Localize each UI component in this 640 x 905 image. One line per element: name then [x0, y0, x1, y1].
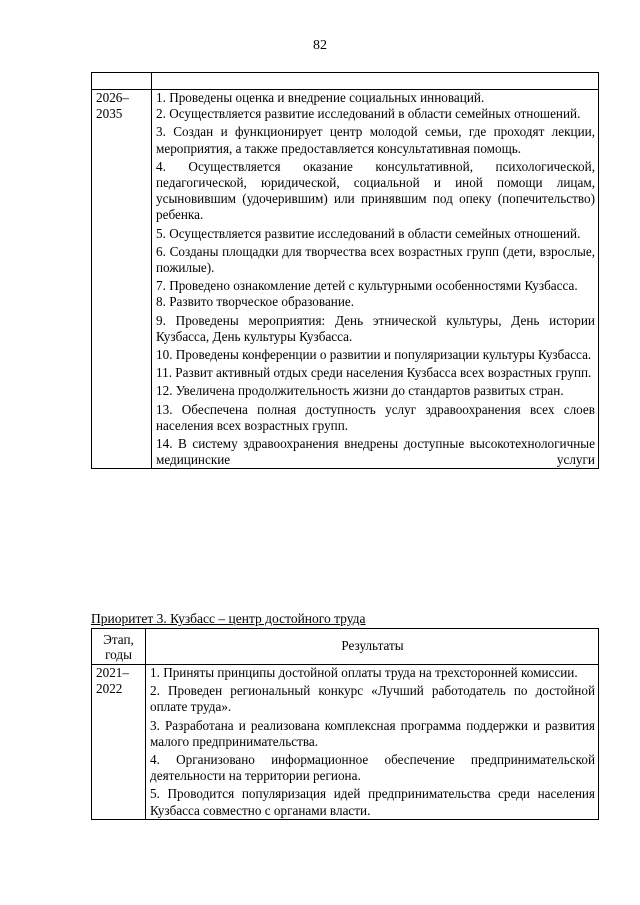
- list-item: 12. Увеличена продолжительность жизни до стандартов развитых стран.: [156, 383, 564, 399]
- table-row: [92, 90, 599, 469]
- stage-line: 2035: [96, 106, 123, 122]
- list-item: 1. Приняты принципы достойной оплаты труда на трехсторонней комиссии.: [150, 665, 578, 680]
- stage-cell: [92, 90, 152, 469]
- results-table-continued: [91, 72, 599, 469]
- header-results-cell: Результаты: [146, 629, 599, 665]
- stage-line: 2022: [96, 681, 123, 697]
- blank-stage-cell: [92, 73, 152, 90]
- list-item: 4. Организовано информационное обеспечение предпринимательской деятельности на территории региона.: [150, 752, 595, 784]
- list-item: 11. Развит активный отдых среди населения Кузбасса всех возрастных групп.: [156, 365, 592, 381]
- list-item: 1. Проведены оценка и внедрение социальных инноваций.: [156, 90, 485, 105]
- list-item: 7. Проведено ознакомление детей с культурными особенностями Кузбасса.: [156, 278, 578, 294]
- header-stage-cell: [92, 629, 146, 665]
- stage-line: 2021–: [96, 665, 129, 680]
- table-header-row: [92, 629, 599, 665]
- list-item: 8. Развито творческое образование.: [156, 294, 355, 310]
- table-row: [92, 665, 599, 820]
- list-item: 13. Обеспечена полная доступность услуг здравоохранения всех слоев населения всех возрастных групп.: [156, 401, 595, 433]
- list-item: 2. Проведен региональный конкурс «Лучший работодатель по достойной оплате труда».: [150, 683, 595, 715]
- header-stage-line: Этап,: [103, 631, 134, 647]
- stage-cell: [92, 665, 146, 820]
- list-item: 5. Осуществляется развитие исследований в области семейных отношений.: [156, 225, 581, 241]
- stage-line: 2026–: [96, 90, 129, 105]
- list-item: 9. Проведены мероприятия: День этнической культуры, День истории Кузбасса, День культуры Кузбасса.: [156, 312, 595, 344]
- list-item: 10. Проведены конференции о развитии и популяризации культуры Кузбасса.: [156, 347, 592, 363]
- list-item: 2. Осуществляется развитие исследований в области семейных отношений.: [156, 106, 581, 122]
- header-stage-line: годы: [105, 646, 132, 662]
- priority-heading: Приоритет 3. Кузбасс – центр достойного труда: [91, 611, 366, 626]
- results-cell: [152, 90, 599, 469]
- list-item: 3. Создан и функционирует центр молодой семьи, где проходят лекции, мероприятия, а также предоставляется консультативная помощь.: [156, 124, 595, 156]
- blank-results-cell: [152, 73, 599, 90]
- page-number: 82: [313, 38, 327, 53]
- list-item: 3. Разработана и реализована комплексная программа поддержки и развития малого предпринимательства.: [150, 717, 595, 749]
- priority-3-results-table: [91, 628, 599, 820]
- list-item: 14. В систему здравоохранения внедрены доступные высокотехнологичные медицинские услуги: [156, 436, 595, 468]
- list-item: 5. Проводится популяризация идей предпринимательства среди населения Кузбасса совместно с органами власти.: [150, 786, 595, 818]
- list-item: 6. Созданы площадки для творчества всех возрастных групп (дети, взрослые, пожилые).: [156, 243, 595, 276]
- table-header-blank-row: [92, 73, 599, 90]
- results-cell: [146, 665, 599, 820]
- list-item: 4. Осуществляется оказание консультативной, психологической, педагогической, юридической, социальной и иной помощи лицам, усыновившим (удочерившим) или принявшим под опеку (попечительство) ребенка.: [156, 158, 595, 223]
